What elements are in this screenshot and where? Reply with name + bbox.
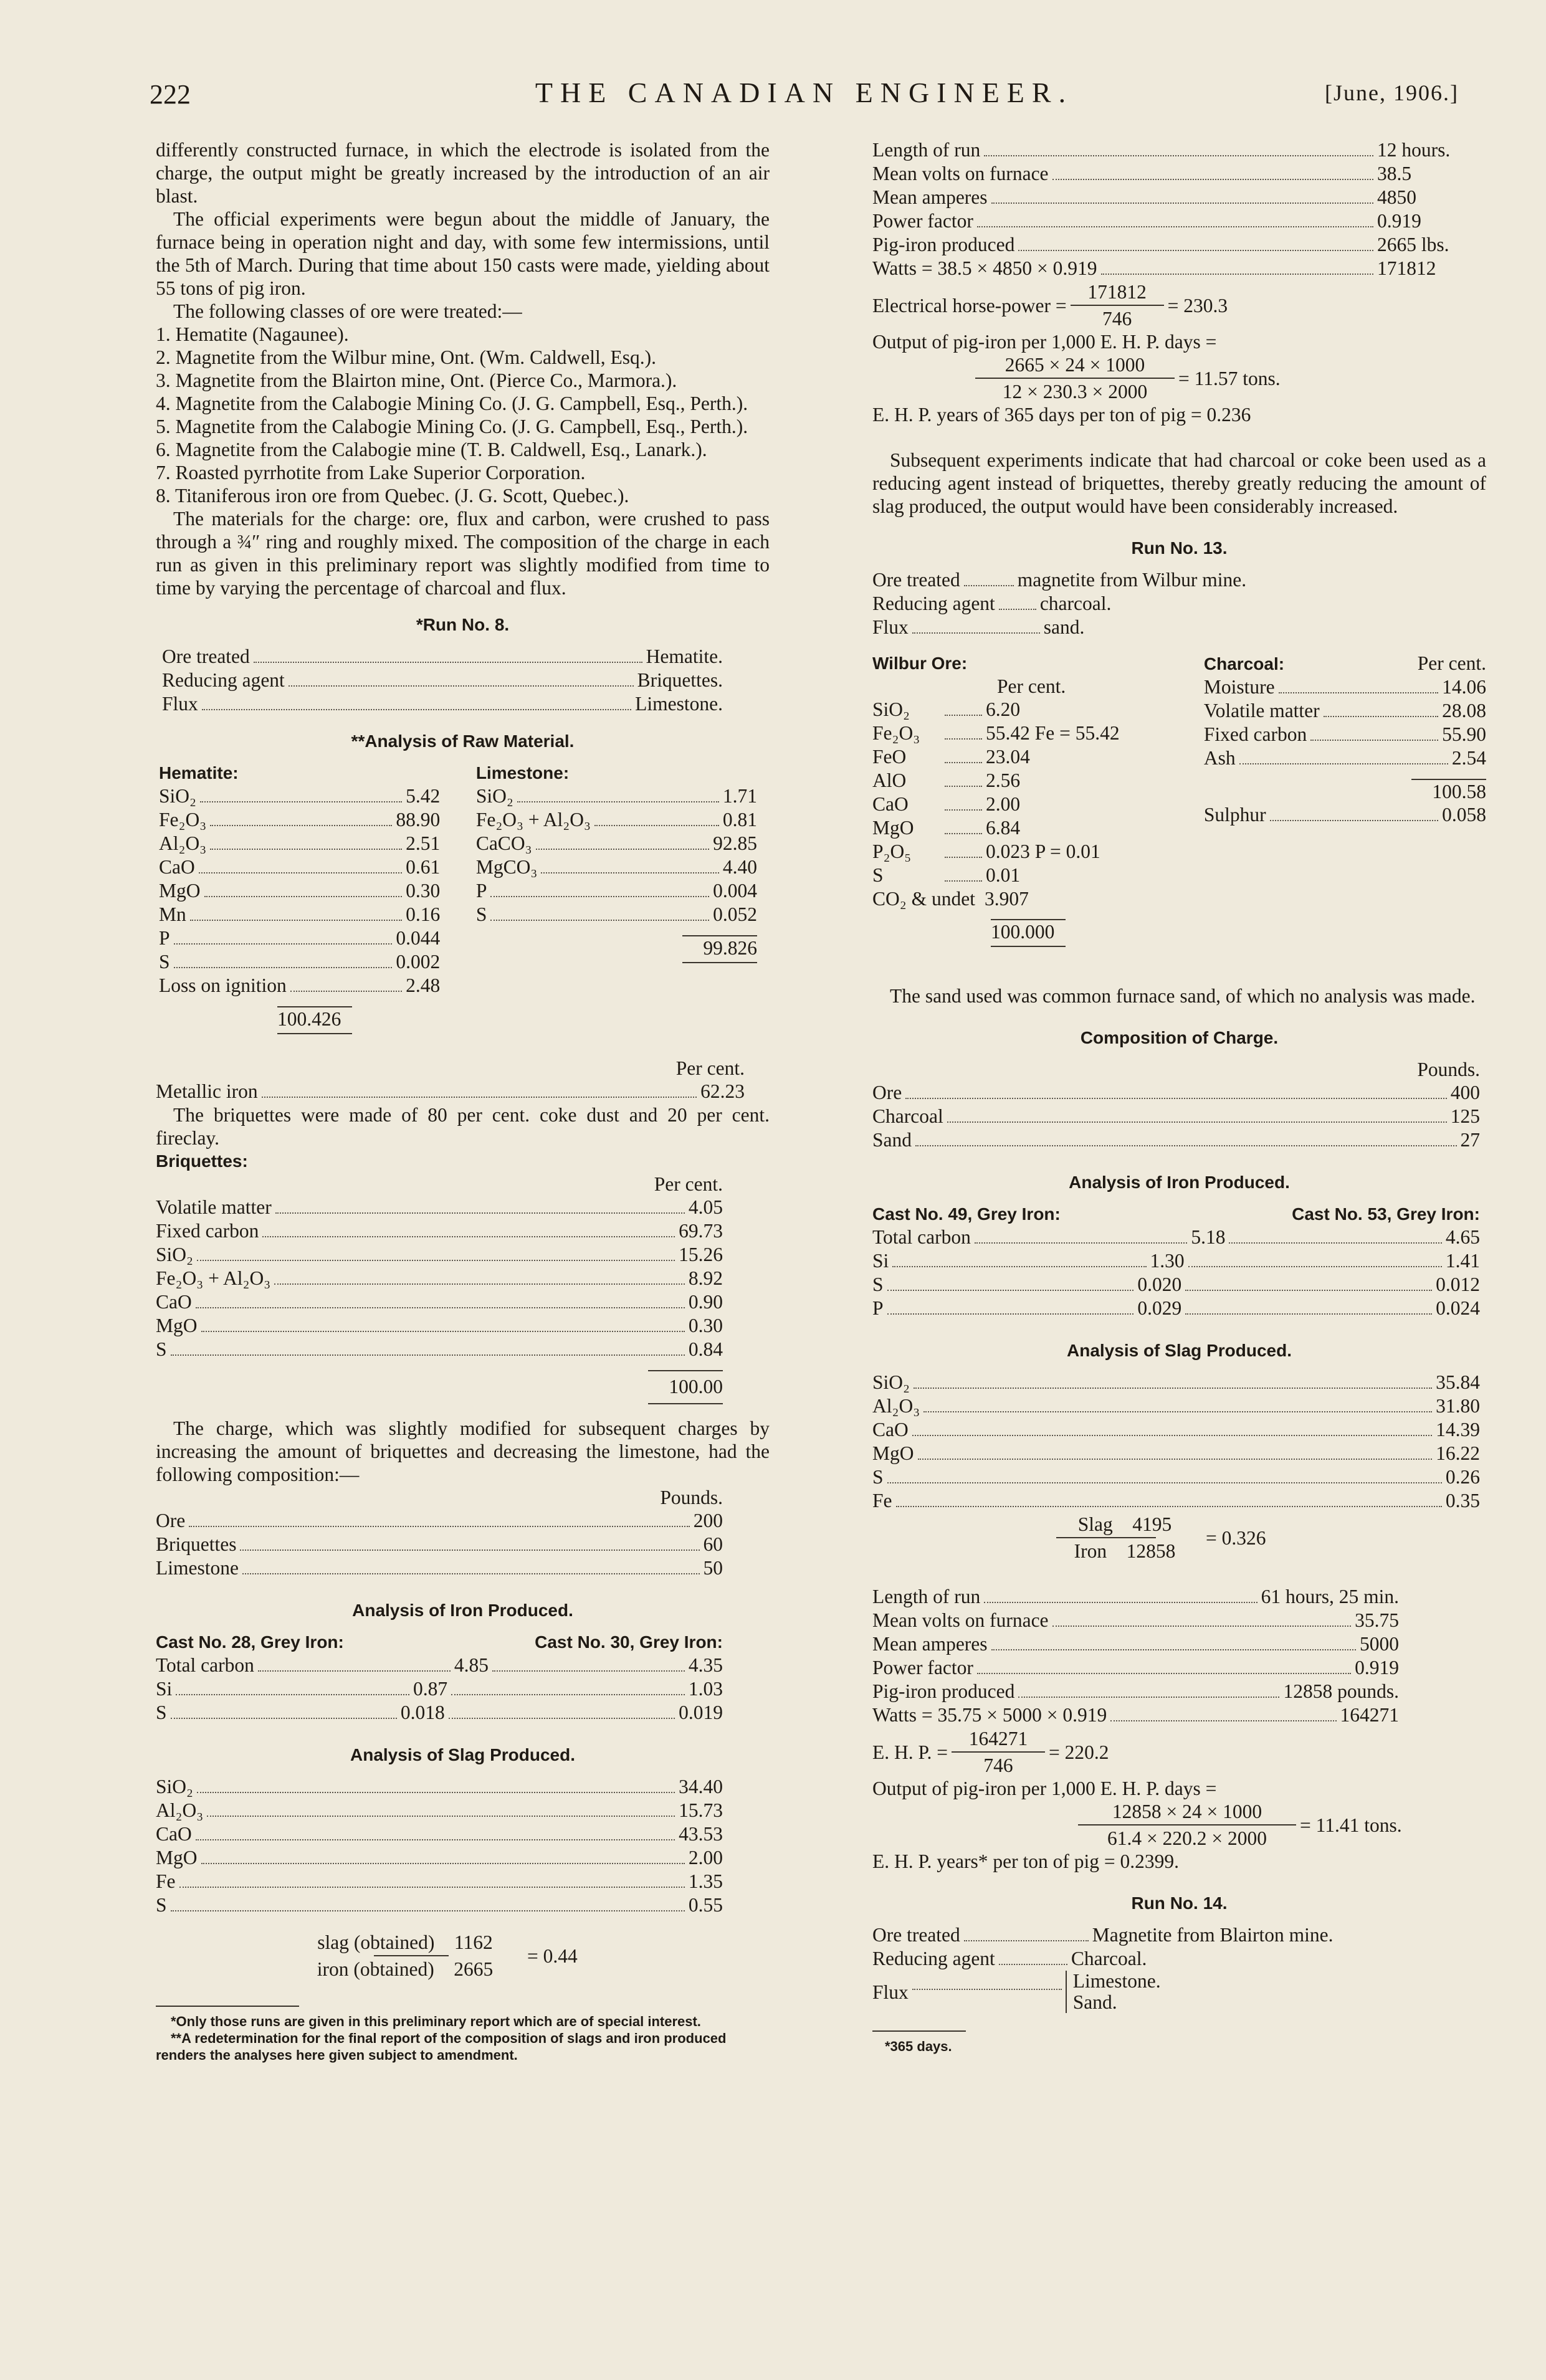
table-row: Al₂O₃ 2.51 bbox=[159, 832, 441, 854]
ore-list-item: 4. Magnetite from the Calabogie Mining Co. (J. G. Campbell, Esq., Perth.). bbox=[156, 393, 748, 414]
divider bbox=[277, 1033, 352, 1034]
ore-list-item: 6. Magnetite from the Calabogie mine (T. B. Caldwell, Esq., Lanark.). bbox=[156, 439, 707, 460]
limestone-heading: Limestone: bbox=[475, 763, 570, 783]
table-row: SiO₂ 1.71 bbox=[475, 785, 757, 807]
percent-heading: Per cent. bbox=[675, 1057, 745, 1079]
table-row: AlO 2.56 bbox=[872, 769, 1021, 791]
run-13-heading: Run No. 13. bbox=[1131, 538, 1228, 558]
run-13-raw-tables bbox=[872, 652, 1486, 947]
table-row: Fixed carbon 69.73 bbox=[156, 1220, 723, 1242]
slag-analysis-table bbox=[156, 1775, 770, 1917]
table-row: S 0.052 bbox=[475, 903, 757, 925]
table-row: Total carbon 5.18 4.65 bbox=[872, 1226, 1481, 1248]
table-row: Ash 2.54 bbox=[1203, 747, 1486, 769]
intro-paragraph-1: differently constructed furnace, in which the electrode is isolated from the charge, the output might be greatly increased by the introduction of an air blast. bbox=[156, 139, 770, 207]
table-row: Watts = 38.5 × 4850 × 0.919 171812 bbox=[872, 257, 1436, 279]
iron-analysis-table-right bbox=[872, 1202, 1486, 1320]
table-row: Flux sand. bbox=[872, 616, 1085, 638]
output-formula: $\frac{2665 \times 24 \times 1000}{12 \times 230.3 \times 2000}$ = 11.57 tons. bbox=[872, 353, 1486, 403]
intro-paragraph-2: The official experiments were begun about the middle of January, the furnace being in operation night and day, with some few intermissions, until the 5th of March. During that time about 150 casts were made, yielding about 55 tons of pig iron. bbox=[156, 208, 770, 299]
table-row: CaO 14.39 bbox=[872, 1419, 1480, 1440]
raw-material-heading: **Analysis of Raw Material. bbox=[351, 731, 575, 751]
briquettes-percent-heading: Per cent. bbox=[654, 1173, 723, 1195]
table-row: Al₂O₃ 31.80 bbox=[872, 1395, 1480, 1417]
table-row: P 0.029 0.024 bbox=[872, 1297, 1480, 1319]
table-row: Fe₂O₃ + Al₂O₃ 8.92 bbox=[156, 1267, 723, 1289]
ore-list-item: 8. Titaniferous iron ore from Quebec. (J. G. Scott, Quebec.). bbox=[156, 485, 629, 507]
ehp-formula-2: E. H. P. = $\frac{164271}{746}$ = 220.2 bbox=[872, 1728, 1109, 1776]
table-row: MgO 16.22 bbox=[872, 1442, 1480, 1464]
run-8-summary bbox=[156, 645, 770, 716]
table-row: MgO 2.00 bbox=[156, 1847, 723, 1868]
table-row: S 0.002 bbox=[159, 951, 441, 973]
wilbur-percent-heading: Per cent. bbox=[997, 675, 1066, 697]
table-row: Fe₂O₃ 88.90 bbox=[159, 809, 441, 831]
table-row: SiO₂ 6.20 bbox=[872, 698, 1021, 720]
run-14-heading: Run No. 14. bbox=[1131, 1893, 1228, 1913]
sand-paragraph: The sand used was common furnace sand, of which no analysis was made. bbox=[890, 985, 1476, 1007]
raw-material-tables bbox=[156, 761, 770, 1034]
ehp-years-2: E. H. P. years* per ton of pig = 0.2399. bbox=[872, 1850, 1179, 1872]
hematite-total: 100.426 bbox=[277, 1008, 341, 1030]
charge-table bbox=[156, 1486, 770, 1580]
table-row: Reducing agent Charcoal. bbox=[872, 1948, 1147, 1969]
table-row: S 0.01 bbox=[872, 864, 1021, 886]
table-row: SiO₂ 34.40 bbox=[156, 1776, 723, 1797]
divider bbox=[682, 962, 757, 963]
table-row: CaO 0.90 bbox=[156, 1291, 723, 1313]
composition-pounds-heading: Pounds. bbox=[1417, 1059, 1480, 1080]
table-row: Sand 27 bbox=[872, 1129, 1480, 1151]
table-row: FeO 23.04 bbox=[872, 746, 1030, 768]
table-row: Power factor 0.919 bbox=[872, 210, 1421, 232]
ore-list-item: 3. Magnetite from the Blairton mine, Ont. (Pierce Co., Marmora.). bbox=[156, 369, 677, 391]
table-row: Reducing agent charcoal. bbox=[872, 593, 1112, 614]
table-row: S 0.018 0.019 bbox=[156, 1702, 723, 1723]
subsequent-paragraph: Subsequent experiments indicate that had charcoal or coke been used as a reducing agent instead of briquettes, thereby greatly reducing the amount of slag produced, the output would have been considerably increased. bbox=[872, 449, 1486, 517]
iron-analysis-table bbox=[156, 1630, 770, 1725]
table-row: SiO₂ 35.84 bbox=[872, 1371, 1480, 1393]
iron-analysis-heading: Analysis of Iron Produced. bbox=[352, 1601, 573, 1620]
table-row: Ore 400 bbox=[872, 1082, 1480, 1103]
table-row: Fe 1.35 bbox=[156, 1870, 723, 1892]
table-row: CaCO₃ 92.85 bbox=[475, 832, 757, 854]
table-row: Ore treated Hematite. bbox=[162, 645, 723, 667]
table-row: S 0.020 0.012 bbox=[872, 1273, 1480, 1295]
divider bbox=[648, 1403, 723, 1404]
slag-analysis-heading: Analysis of Slag Produced. bbox=[350, 1745, 575, 1764]
intro-paragraph-3: The following classes of ore were treated:— bbox=[173, 300, 522, 322]
table-row: Mn 0.16 bbox=[159, 903, 441, 925]
slag-analysis-heading-right: Analysis of Slag Produced. bbox=[1067, 1341, 1292, 1360]
table-row: Length of run 12 hours. bbox=[872, 139, 1451, 161]
table-row: Ore 200 bbox=[156, 1510, 723, 1531]
slag-iron-ratio-right: $\frac{\text{Slag 4195}}{\text{Iron 12858}}$ = 0.326 bbox=[1044, 1513, 1486, 1563]
table-row: MgO 0.30 bbox=[159, 880, 441, 902]
limestone-table bbox=[476, 761, 757, 1034]
composition-table bbox=[872, 1058, 1486, 1152]
table-row: CaO 43.53 bbox=[156, 1823, 723, 1845]
table-row: SiO₂ 15.26 bbox=[156, 1244, 723, 1265]
charcoal-header-row: Charcoal: Per cent. bbox=[1203, 652, 1486, 674]
table-row: Total carbon 4.85 4.35 bbox=[156, 1654, 723, 1676]
table-row: Mean volts on furnace 38.5 bbox=[872, 163, 1412, 184]
limestone-total: 99.826 bbox=[703, 937, 757, 959]
briquettes-total: 100.00 bbox=[669, 1376, 723, 1397]
table-header-row: Cast No. 28, Grey Iron: Cast No. 30, Grey Iron: bbox=[156, 1632, 723, 1652]
table-row: CO₂ & undet 3.907 bbox=[872, 888, 1029, 910]
table-row: Limestone 50 bbox=[156, 1557, 723, 1579]
ehp-formula: Electrical horse-power = $\frac{171812}{746}$ = 230.3 bbox=[872, 281, 1228, 330]
table-row: Charcoal 125 bbox=[872, 1105, 1480, 1127]
iron-analysis-heading-right: Analysis of Iron Produced. bbox=[1069, 1173, 1290, 1192]
divider bbox=[991, 946, 1066, 947]
left-column bbox=[156, 138, 770, 2063]
table-row: Flux Limestone. Sand. bbox=[872, 1970, 1161, 2013]
right-column bbox=[872, 138, 1486, 2055]
footnote-right: *365 days. bbox=[885, 2039, 952, 2054]
wilbur-ore-table bbox=[872, 652, 1191, 947]
hematite-table bbox=[159, 761, 440, 1034]
table-row: MgO 6.84 bbox=[872, 817, 1021, 839]
run-14-summary bbox=[872, 1923, 1486, 2013]
table-row: SiO₂ 5.42 bbox=[159, 785, 441, 807]
pounds-heading: Pounds. bbox=[660, 1487, 723, 1508]
table-row: Al₂O₃ 15.73 bbox=[156, 1799, 723, 1821]
slag-analysis-table-right bbox=[872, 1371, 1486, 1513]
table-row: Fe₂O₃ 55.42 Fe = 55.42 bbox=[872, 722, 1120, 744]
charge-text: The charge, which was slightly modified for subsequent charges by increasing the amount of briquettes and decreasing the limestone, had the following composition:— bbox=[156, 1417, 770, 1485]
run-8-data bbox=[872, 138, 1486, 280]
running-title: THE CANADIAN ENGINEER. bbox=[535, 77, 1074, 108]
run-13-data bbox=[872, 1585, 1486, 1727]
table-row: S 0.84 bbox=[156, 1338, 723, 1360]
table-row: P 0.004 bbox=[475, 880, 757, 902]
slag-iron-ratio: $\frac{\text{slag (obtained) 1162}}{\text{iron (obtained) 2665}}$ = 0.44 bbox=[317, 1931, 578, 1980]
table-row: Pig-iron produced 12858 pounds. bbox=[872, 1680, 1399, 1702]
table-row: CaO 0.61 bbox=[159, 856, 441, 878]
table-row: Volatile matter 28.08 bbox=[1203, 700, 1486, 721]
ore-list-item: 7. Roasted pyrrhotite from Lake Superior Corporation. bbox=[156, 462, 586, 483]
table-row: Flux Limestone. bbox=[162, 693, 723, 715]
table-row: Mean amperes 5000 bbox=[872, 1633, 1399, 1655]
run-8-heading: *Run No. 8. bbox=[416, 615, 510, 634]
wilbur-total: 100.000 bbox=[991, 921, 1055, 943]
page-header bbox=[150, 76, 1459, 120]
ore-list-item: 5. Magnetite from the Calabogie Mining Co. (J. G. Campbell, Esq., Perth.). bbox=[156, 416, 748, 437]
wilbur-heading: Wilbur Ore: bbox=[872, 654, 968, 673]
composition-heading: Composition of Charge. bbox=[1080, 1028, 1279, 1047]
table-row: Power factor 0.919 bbox=[872, 1657, 1399, 1678]
divider bbox=[648, 1370, 723, 1371]
briquettes-table bbox=[156, 1173, 770, 1404]
footnote-divider-right bbox=[872, 2030, 966, 2032]
briquettes-heading: Briquettes: bbox=[156, 1151, 248, 1171]
table-row: Metallic iron 62.23 bbox=[156, 1080, 745, 1102]
table-row: Si 0.87 1.03 bbox=[156, 1678, 723, 1700]
table-row: Fe 0.35 bbox=[872, 1490, 1480, 1511]
run-13-summary bbox=[872, 568, 1486, 639]
output-formula-2: $\frac{12858 \times 24 \times 1000}{61.4 \times 220.2 \times 2000}$ = 11.41 tons. bbox=[872, 1800, 1486, 1850]
footnote-1: *Only those runs are given in this preliminary report which are of special interest. bbox=[171, 2014, 701, 2029]
table-row: Mean volts on furnace 35.75 bbox=[872, 1609, 1399, 1631]
table-row: CaO 2.00 bbox=[872, 793, 1021, 815]
table-row: Watts = 35.75 × 5000 × 0.919 164271 bbox=[872, 1704, 1399, 1726]
table-row: Ore treated Magnetite from Blairton mine. bbox=[872, 1924, 1334, 1946]
charcoal-table bbox=[1204, 652, 1486, 947]
charcoal-total: 100.58 bbox=[1432, 781, 1486, 802]
table-row: P 0.044 bbox=[159, 927, 441, 949]
table-row: S 0.55 bbox=[156, 1894, 723, 1916]
table-row: P₂O₅ 0.023 P = 0.01 bbox=[872, 840, 1100, 862]
table-row: S 0.26 bbox=[872, 1466, 1480, 1488]
ore-list-item: 2. Magnetite from the Wilbur mine, Ont. (Wm. Caldwell, Esq.). bbox=[156, 346, 656, 368]
page-number: 222 bbox=[150, 79, 191, 110]
table-row: Loss on ignition 2.48 bbox=[159, 974, 441, 996]
table-row: Sulphur 0.058 bbox=[1203, 804, 1486, 826]
footnote-divider bbox=[156, 2006, 299, 2007]
table-row: Length of run 61 hours, 25 min. bbox=[872, 1586, 1399, 1607]
output-formula-label: Output of pig-iron per 1,000 E. H. P. days = bbox=[872, 331, 1217, 353]
briquette-text: The briquettes were made of 80 per cent. coke dust and 20 per cent. fireclay. bbox=[156, 1104, 770, 1149]
ore-list-item: 1. Hematite (Nagaunee). bbox=[156, 323, 349, 345]
output-formula-label-2: Output of pig-iron per 1,000 E. H. P. days = bbox=[872, 1778, 1217, 1799]
table-row: Ore treated magnetite from Wilbur mine. bbox=[872, 569, 1247, 591]
intro-paragraph-4: The materials for the charge: ore, flux and carbon, were crushed to pass through a ¾″ ring and roughly mixed. The composition of the charge in each run as given in this preliminary report was slightly modified from time to time by varying the percentage of charcoal and flux. bbox=[156, 508, 770, 599]
ehp-years: E. H. P. years of 365 days per ton of pig = 0.236 bbox=[872, 404, 1251, 426]
hematite-heading: Hematite: bbox=[159, 763, 239, 783]
table-row: Pig-iron produced 2665 lbs. bbox=[872, 234, 1449, 255]
table-row: MgCO₃ 4.40 bbox=[475, 856, 757, 878]
table-row: Volatile matter 4.05 bbox=[156, 1196, 723, 1218]
table-row: Briquettes 60 bbox=[156, 1533, 723, 1555]
table-row: MgO 0.30 bbox=[156, 1315, 723, 1336]
table-header-row: Cast No. 49, Grey Iron: Cast No. 53, Grey Iron: bbox=[872, 1204, 1480, 1224]
table-row: Si 1.30 1.41 bbox=[872, 1250, 1480, 1272]
table-row: Moisture 14.06 bbox=[1203, 676, 1486, 698]
table-row: Fixed carbon 55.90 bbox=[1203, 723, 1486, 745]
table-row: Reducing agent Briquettes. bbox=[162, 669, 723, 691]
ore-list bbox=[156, 323, 770, 507]
table-row: Mean amperes 4850 bbox=[872, 186, 1416, 208]
issue-date: [June, 1906.] bbox=[1325, 80, 1459, 105]
footnote-2: **A redetermination for the final report of the composition of slags and iron produced renders the analyses here given subject to amendment. bbox=[156, 2030, 727, 2063]
table-row: Fe₂O₃ + Al₂O₃ 0.81 bbox=[475, 809, 757, 831]
